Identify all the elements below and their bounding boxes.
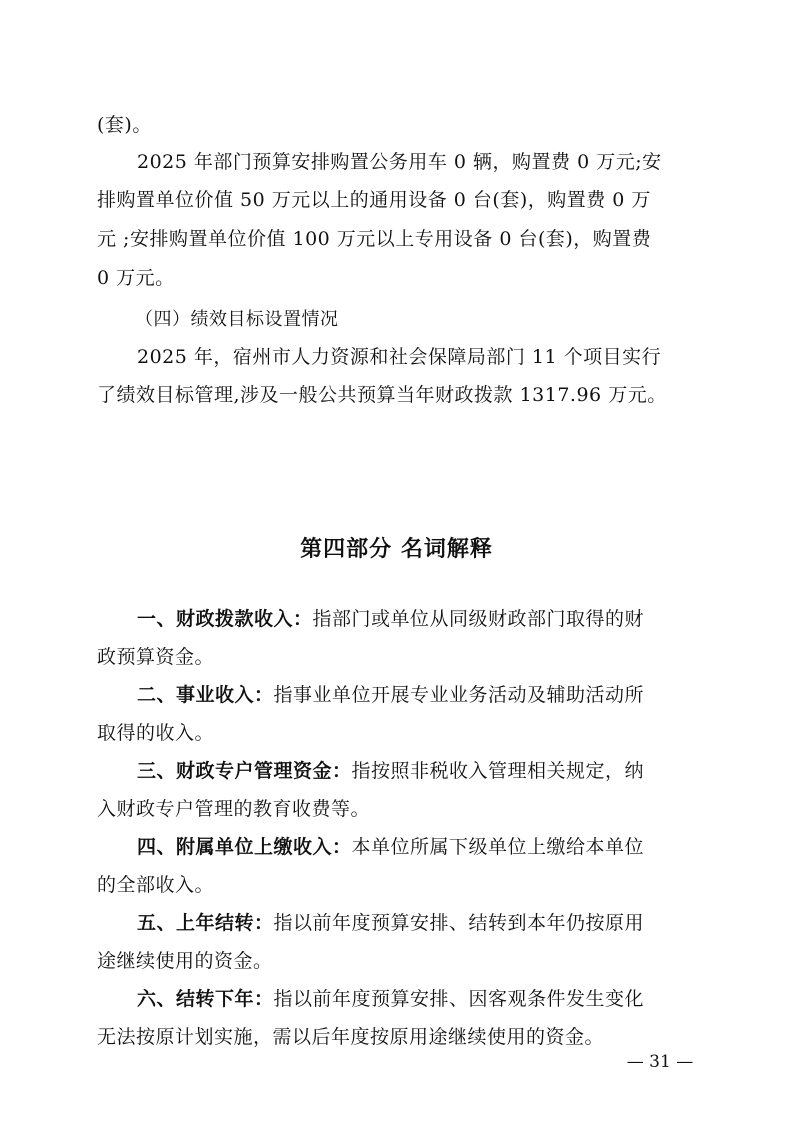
vehicle-equipment-paragraph-line-2: 排购置单位价值 50 万元以上的通用设备 0 台(套)，购置费 0 万 [97, 189, 651, 211]
definition-term: 二、事业收入： [137, 684, 274, 706]
definition-line-1 [137, 683, 737, 707]
definition-line-1 [137, 759, 737, 783]
continued-text-line: (套)。 [97, 114, 152, 136]
definition-term: 四、附属单位上缴收入： [137, 836, 352, 858]
definition-line-1 [137, 911, 737, 935]
definition-text: 指按照非税收入管理相关规定，纳 [351, 760, 645, 782]
definition-line-2: 政预算资金。 [97, 646, 215, 668]
performance-goals-subheading: （四）绩效目标设置情况 [135, 309, 339, 330]
section-title: 第四部分 名词解释 [300, 537, 493, 562]
performance-paragraph-line-1: 2025 年，宿州市人力资源和社会保障局部门 11 个项目实行 [137, 346, 662, 368]
definition-term: 一、财政拨款收入： [137, 608, 313, 630]
definition-line-2: 入财政专户管理的教育收费等。 [97, 798, 371, 820]
vehicle-equipment-paragraph-line-4: 0 万元。 [97, 267, 175, 289]
definition-line-2: 无法按原计划实施，需以后年度按原用途继续使用的资金。 [97, 1026, 605, 1048]
page-number: — 31 — [626, 1052, 694, 1072]
vehicle-equipment-paragraph-line-3: 元 ;安排购置单位价值 100 万元以上专用设备 0 台(套)，购置费 [97, 228, 652, 250]
definition-text: 指以前年度预算安排、因客观条件发生变化 [273, 988, 645, 1010]
definition-text: 本单位所属下级单位上缴给本单位 [351, 836, 645, 858]
definition-term: 六、结转下年： [137, 988, 274, 1010]
definition-line-1 [137, 987, 737, 1011]
vehicle-equipment-paragraph-line-1: 2025 年部门预算安排购置公务用车 0 辆，购置费 0 万元;安 [137, 151, 662, 173]
definition-line-1 [137, 835, 737, 859]
definition-term: 五、上年结转： [137, 912, 274, 934]
definition-text: 指以前年度预算安排、结转到本年仍按原用 [273, 912, 645, 934]
definition-text: 指事业单位开展专业业务活动及辅助活动所 [273, 684, 645, 706]
definition-line-1 [137, 607, 737, 631]
definition-term: 三、财政专户管理资金： [137, 760, 352, 782]
definition-line-2: 的全部收入。 [97, 874, 215, 896]
definition-line-2: 取得的收入。 [97, 722, 215, 744]
definition-text: 指部门或单位从同级财政部门取得的财 [312, 608, 645, 630]
performance-paragraph-line-2: 了绩效目标管理,涉及一般公共预算当年财政拨款 1317.96 万元。 [97, 384, 667, 406]
definition-line-2: 途继续使用的资金。 [97, 950, 273, 972]
